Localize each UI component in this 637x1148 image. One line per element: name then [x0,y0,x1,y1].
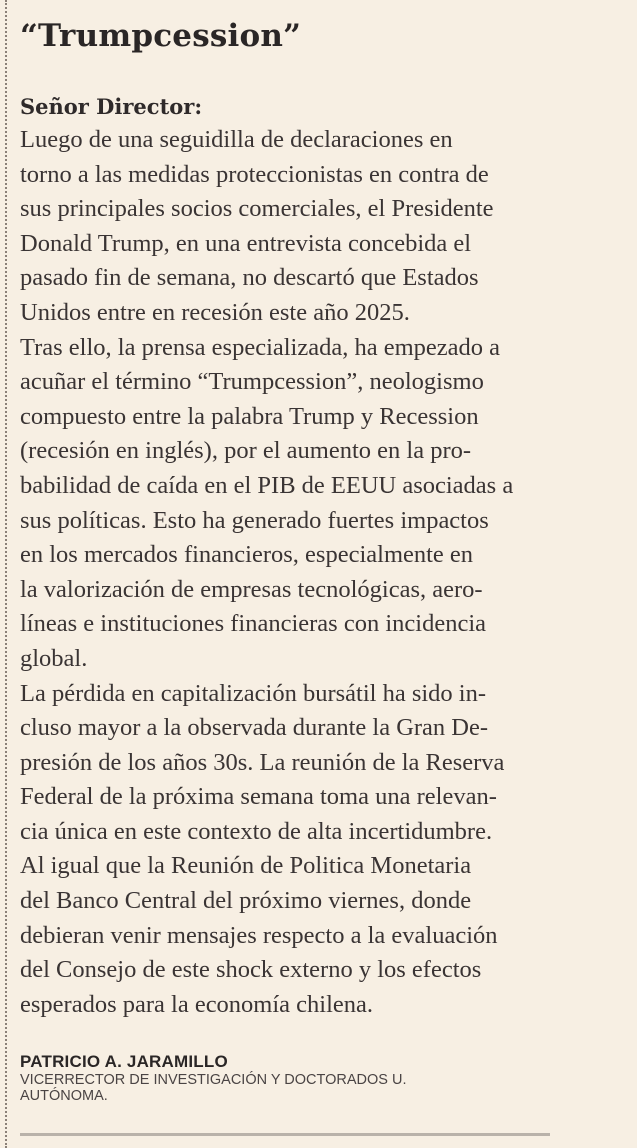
body-line: sus políticas. Esto ha generado fuertes impactos [20,506,489,534]
salutation: Señor Director: [20,94,203,119]
body-line: cia única en este contexto de alta incertidumbre. [20,817,493,845]
body-line: la valorización de empresas tecnológicas, aero- [20,575,483,603]
body-line: Unidos entre en recesión este año 2025. [20,298,410,326]
body-line: (recesión en inglés), por el aumento en la pro- [20,437,472,465]
body-line: acuñar el término “Trumpcession”, neologismo [20,368,484,396]
body-line: La pérdida en capitalización bursátil ha sido in- [20,679,487,707]
bottom-rule [20,1133,550,1136]
body-line: global. [20,644,88,672]
body-line: Luego de una seguidilla de declaraciones en [20,126,453,153]
letter-title: “Trumpcession” [20,18,302,54]
author-role-line: VICERRECTOR DE INVESTIGACIÓN Y DOCTORADOS U. [20,1072,407,1088]
body-line: presión de los años 30s. La reunión de la Reserva [20,748,505,776]
author-role-line: AUTÓNOMA. [20,1088,108,1104]
body-line: líneas e instituciones financieras con incidencia [20,610,487,638]
letter-body [20,123,620,1022]
body-line: debieran venir mensajes respecto a la evaluación [20,921,498,949]
body-line: babilidad de caída en el PIB de EEUU asociadas a [20,471,514,499]
body-line: Al igual que la Reunión de Politica Monetaria [20,852,472,880]
body-line: del Consejo de este shock externo y los efectos [20,956,482,984]
body-line: Tras ello, la prensa especializada, ha empezado a [20,333,501,361]
author-name: PATRICIO A. JARAMILLO [20,1052,228,1071]
body-line: cluso mayor a la observada durante la Gran De- [20,714,489,742]
body-line: en los mercados financieros, especialmente en [20,541,474,569]
author-role [20,1072,406,1104]
dotted-column-divider [5,0,7,1148]
body-line: torno a las medidas proteccionistas en contra de [20,160,489,188]
body-line: sus principales socios comerciales, el Presidente [20,195,494,223]
body-line: esperados para la economía chilena. [20,990,374,1018]
body-line: pasado fin de semana, no descartó que Estados [20,264,479,292]
body-line: del Banco Central del próximo viernes, donde [20,887,472,915]
body-line: Donald Trump, en una entrevista concebida el [20,229,472,257]
body-line: Federal de la próxima semana toma una relevan- [20,783,497,811]
body-line: compuesto entre la palabra Trump y Recession [20,402,479,430]
